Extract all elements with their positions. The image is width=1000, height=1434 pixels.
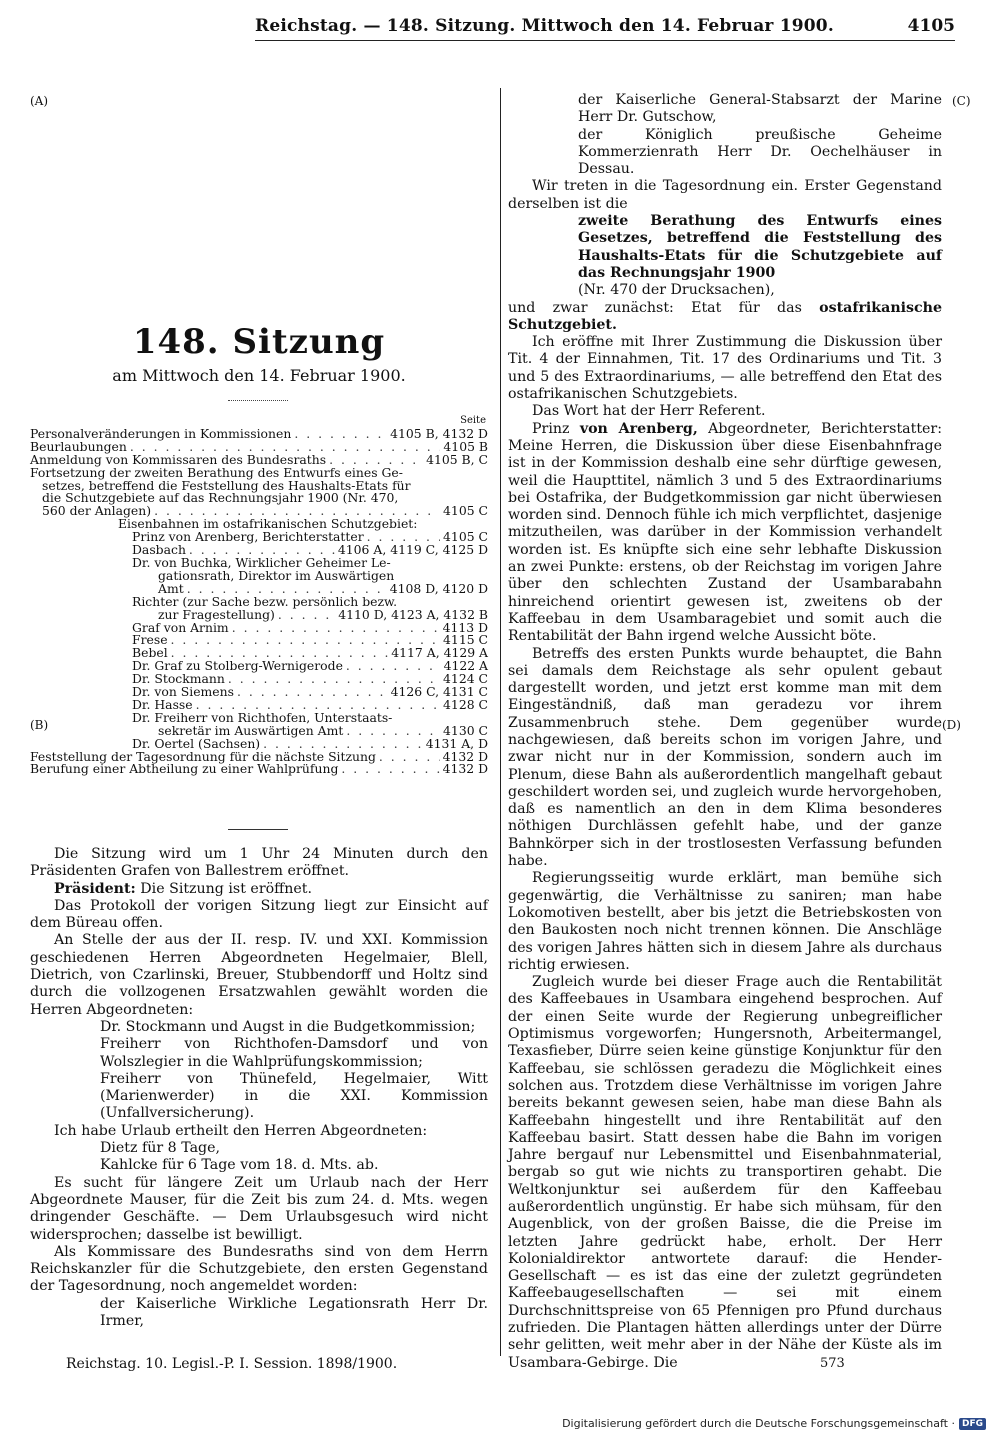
toc-entry-text: 560 der Anlagen) [42,503,152,519]
toc-rows [30,425,488,777]
paragraph-text: Regierungsseitig wurde erklärt, man bemühe sich gegenwärtig, die Verhältnisse zu saniren; man habe Lokomotiven bestellt, aber bis jetzt die Betriebskosten von den Baukosten noch nicht trennen können. Die Anschläge des vorigen Jahres hätten sich in diesem Jahre als durchaus richtig erwiesen. [508,870,942,973]
toc-entry-text: Eisenbahnen im ostafrikanischen Schutzgebiet: [118,516,418,532]
toc-page-ref: 4132 D [442,761,488,777]
paragraph-text: der Kaiserliche General-Stabsarzt der Marine Herr Dr. Gutschow, [578,92,942,126]
toc-row [30,763,488,776]
paragraph [30,1157,488,1174]
toc-entry-text: Dr. von Buchka, Wirklicher Geheimer Le- [132,554,391,570]
toc-page-ref: 4105 B [443,438,488,454]
toc-page-ref: 4122 A [443,658,488,674]
paragraph [508,300,942,335]
paragraph [30,1123,488,1140]
toc-entry-text: Fortsetzung der zweiten Berathung des Entwurfs eines Ge- [30,464,403,480]
divider-short [228,400,288,401]
paragraph-text: Betreffs des ersten Punkts wurde behauptet, die Bahn sei damals dem Reichstage als sehr opulent gebaut dargestellt worden, und jetzt erst komme man mit dem Eingeständniß, daß man geradezu vor ihrem Zusammenbruch stehe. Dem gegenüber wurde nachgewiesen, daß bereits schon im vorigen Jahre, und zwar nicht nur in der Kommission, sondern auch im Plenum, diese Bahn als außerordentlich mangelhaft gebaut geschildert worden sei, und zugleich wurde hervorgehoben, daß es namentlich an den in dem Klima besonderes nöthigen Durchlässen gefehlt habe, und der ganze Bahnkörper sich in der trostlosesten Verfassung befunden habe. [508,645,942,870]
toc-page-ref: 4105 C [443,529,488,545]
toc-page-ref: 4132 D [442,748,488,764]
speaker-label: Präsident: [54,880,136,897]
toc-page-ref: 4106 A, 4119 C, 4125 D [337,542,488,558]
paragraph [508,974,942,1372]
paragraph [508,127,942,179]
toc-entry-text: Berufung einer Abtheilung zu einer Wahlprüfung [30,761,339,777]
paragraph-text: Es sucht für längere Zeit um Urlaub nach der Herr Abgeordnete Mauser, für die Zeit bis zum 24. d. Mts. wegen dringender Geschäfte. — Dem Urlaubsgesuch wird nicht widersprochen; dasselbe ist bewilligt. [30,1174,488,1243]
paragraph-text: Das Protokoll der vorigen Sitzung liegt zur Einsicht auf dem Büreau offen. [30,897,488,932]
toc-row [30,660,488,673]
toc-entry-text: sekretär im Auswärtigen Amt [158,722,344,738]
paragraph-text: Abgeordneter, Berichterstatter: Meine Herren, die Diskussion über diese Eisenbahnfrage ist in der Kommission deshalb eine sehr dürftige gewesen, weil die Haupttitel, nämlich 3 und 5 des Extraordinariums bei Ostafrika, der Budgetkommission gar nicht überwiesen worden sind. Dennoch fühle ich mich verpflichtet, dasjenige mitzutheilen, was darüber in der Kommission verhandelt worden ist. Es knüpfte sich eine sehr lebhafte Diskussion an zwei Punkte: erstens, ob der Reichstag im vorigen Jahre über den schlechten Zustand der Usambarabahn hinreichend orientirt gewesen ist, zweitens ob der Kaffeebau in dem Usambaragebiet und somit auch die Rentabilität der Bahn irgend welche Aussicht böte. [508,420,942,645]
toc-page-ref: 4110 D, 4123 A, 4132 B [338,606,488,622]
toc-entry-text: Richter (zur Sache bezw. persönlich bezw. [132,593,398,609]
toc-page-ref: 4105 B, 4132 D [390,425,488,441]
paragraph [30,1296,488,1331]
right-column-body [508,92,942,1372]
paragraph-text: der Kaiserliche Wirkliche Legationsrath Herr Dr. Irmer, [100,1295,488,1330]
toc-entry-text: zur Fragestellung) [158,606,275,622]
toc-entry-text: Anmeldung von Kommissaren des Bundesraths [30,451,327,467]
toc-row [30,686,488,699]
paragraph-text: Kahlcke für 6 Tage vom 18. d. Mts. ab. [100,1157,379,1174]
toc-entry-text: Frese [132,632,168,648]
toc-page-ref: 4108 D, 4120 D [389,580,488,596]
paragraph [508,213,942,282]
paragraph-text: Als Kommissare des Bundesraths sind von dem Herrn Reichskanzler für die Schutzgebiete, den ersten Gegenstand der Tagesordnung, noch angemeldet worden: [30,1243,488,1295]
toc-page-ref: 4124 C [443,671,488,687]
footer-signature: 573 [820,1356,845,1371]
dfg-credit [562,1417,986,1430]
paragraph [508,92,942,127]
paragraph [30,898,488,933]
toc-page-ref: 4105 C [443,503,488,519]
paragraph-text: Wir treten in die Tagesordnung ein. Erster Gegenstand derselben ist die [508,178,942,212]
paragraph [30,1071,488,1123]
toc-row [30,606,488,622]
divider-after-toc [228,829,288,830]
toc-leader-dots [278,609,335,622]
dfg-credit-text: Digitalisierung gefördert durch die Deutsche Forschungsgemeinschaft · [562,1417,955,1430]
paragraph-text: Prinz [532,420,580,437]
paragraph-text: und zwar zunächst: Etat für das [508,299,820,316]
toc-page-ref: 4115 C [443,632,488,648]
paragraph [30,1175,488,1244]
toc-page-ref: 4117 A, 4129 A [391,645,488,661]
paragraph [508,403,942,420]
toc-page-ref: 4105 B, C [426,451,488,467]
paragraph-text: Das Wort hat der Herr Referent. [532,403,766,420]
paragraph [508,870,942,974]
toc-page-ref: 4130 C [443,722,488,738]
paragraph [508,178,942,213]
toc-entry-text: Personalveränderungen in Kommissionen [30,425,292,441]
paragraph-text: Die Sitzung wird um 1 Uhr 24 Minuten durch den Präsidenten Grafen von Ballestrem eröffnet. [30,846,488,880]
toc-entry-text: Bebel [132,645,168,661]
toc-entry-text: Dr. Stockmann [132,671,225,687]
paragraph-text: Freiherr von Richthofen-Damsdorf und von Wolszlegier in die Wahlprüfungskommission; [100,1036,488,1070]
toc-entry-text: gationsrath, Direktor im Auswärtigen [158,567,395,583]
paragraph [30,1140,488,1157]
toc-page-ref: 4128 C [443,696,488,712]
paragraph [508,421,942,646]
left-column-body [30,846,488,1330]
toc-entry-text: Dr. Graf zu Stolberg-Wernigerode [132,658,343,674]
paragraph [30,1019,488,1036]
paragraph [30,1244,488,1296]
paragraph-text: Ich eröffne mit Ihrer Zustimmung die Diskussion über Tit. 4 der Einnahmen, Tit. 17 des Ordinariums und Tit. 3 und 5 des Extraordinariums, — alle betreffend den Etat des ostafrikanischen Schutzgebiets. [508,334,942,403]
paragraph-text: Freiherr von Thünefeld, Hegelmaier, Witt (Marienwerder) in die XXI. Kommission (Unfallversicherung). [100,1070,488,1122]
page-number: 4105 [907,16,955,36]
paragraph [508,282,942,299]
speaker-name: von Arenberg, [579,420,698,437]
toc-entry-text: Graf von Arnim [132,619,229,635]
toc-leader-dots [237,686,388,699]
toc-seite-label: Seite [460,415,486,426]
toc-entry-text: Amt [158,580,184,596]
running-header-title: Reichstag. — 148. Sitzung. Mittwoch den 14. Februar 1900. [255,16,834,36]
margin-mark-c: (C) [952,94,971,108]
toc-row [30,619,488,635]
table-of-contents [30,415,488,776]
toc-leader-dots [379,751,440,764]
toc-leader-dots [341,763,439,776]
session-title: 148. Sitzung [132,322,386,362]
toc-entry-text: Prinz von Arenberg, Berichterstatter [132,529,364,545]
toc-page-ref: 4113 D [442,619,488,635]
paragraph [508,334,942,403]
paragraph-text: Zugleich wurde bei dieser Frage auch die Rentabilität des Kaffeebaues in Usambara eingehend besprochen. Auf der einen Seite wurde der Regierung unbegreiflicher Optimismus vorgeworfen; Hungersnoth, Arbeitermangel, Texasfieber, Dürre seien keine günstige Konjunktur für den Kaffeebau, sie schlössen geradezu die Möglichkeit eines solchen aus. Trotzdem diese Verhältnisse im vorigen Jahre bereits bekannt gewesen seien, habe man diese Bahn als Kaffeebahn hingestellt und ihre Rentabilität auf den Kaffeebau basirt. Statt dessen habe die Bahn im vorigen Jahre bergauf nur Lebensmittel und Eisenbahnmaterial, bergab so gut wie nichts zu transportiren gehabt. Die Weltkonjunktur sei außerdem für den Kaffeebau außerordentlich ungünstig. Er habe sich mühsam, für den Augenblick, von der großen Baisse, die die Preise im letzten Jahre gedrückt habe, erholt. Der Herr Kolonialdirektor antwortete darauf: die Hender-Gesellschaft — es ist das eine der zuletzt gegründeten Kaffeebaugesellschaften — sei mit einem Durchschnittspreise von 65 Pfennigen pro Pfund durchaus zufrieden. Die Plantagen hätten allerdings unter der Dürre sehr gelitten, weit mehr aber in der Nähe der Küste als im Usambara-Gebirge. Die [508,974,942,1371]
toc-leader-dots [232,622,440,635]
toc-page-ref: 4126 C, 4131 C [390,684,488,700]
toc-entry-text: Dr. Oertel (Sachsen) [132,735,261,751]
toc-entry-text: Beurlaubungen [30,438,127,454]
column-divider [500,88,501,1356]
toc-entry-text: Dasbach [132,542,186,558]
toc-entry-text: Dr. Hasse [132,696,193,712]
running-header [255,16,955,38]
paragraph [30,881,488,898]
dfg-logo: DFG [959,1418,986,1430]
header-rule [255,40,955,41]
toc-leader-dots [294,428,387,441]
margin-mark-b: (B) [30,718,49,732]
toc-entry-text: Dr. von Siemens [132,684,234,700]
agenda-item-title: ostafrikanische Schutzgebiet. [508,299,942,333]
paragraph-text: An Stelle der aus der II. resp. IV. und XXI. Kommission geschiedenen Herren Abgeordneten Hegelmaier, Blell, Dietrich, von Czarlinski, Breuer, Stubbendorff und Holtz sind durch die vollzogenen Ersatzwahlen gewählt worden die Herren Abgeordneten: [30,932,488,1018]
margin-mark-a: (A) [30,94,49,108]
toc-entry-text: Dr. Freiherr von Richthofen, Unterstaats- [132,709,393,725]
paragraph [508,646,942,871]
toc-leader-dots [346,660,441,673]
paragraph [30,846,488,881]
paragraph-text: der Königlich preußische Geheime Kommerzienrath Herr Dr. Oechelhäuser in Dessau. [578,126,942,178]
paragraph-text: Die Sitzung ist eröffnet. [135,880,312,897]
toc-entry-text: setzes, betreffend die Feststellung des Haushalts-Etats für [42,477,411,493]
paragraph-text: Ich habe Urlaub ertheilt den Herren Abgeordneten: [54,1122,428,1139]
toc-entry-text: Feststellung der Tagesordnung für die nächste Sitzung [30,748,376,764]
paragraph [30,1036,488,1071]
paragraph-text: zweite Berathung des Entwurfs eines Gesetzes, betreffend die Feststellung des Haushalts-Etats für die Schutzgebiete auf das Rechnungsjahr 1900 [578,213,942,281]
paragraph-text: (Nr. 470 der Drucksachen), [578,282,775,299]
paragraph-text: Dietz für 8 Tage, [100,1140,221,1157]
session-date: am Mittwoch den 14. Februar 1900. [112,366,406,385]
margin-mark-d: (D) [942,718,961,732]
toc-page-ref: 4131 A, D [425,735,488,751]
toc-entry-text: die Schutzgebiete auf das Rechnungsjahr 1900 (Nr. 470, [42,490,399,506]
footer-imprint: Reichstag. 10. Legisl.-P. I. Session. 1898/1900. [66,1356,398,1372]
paragraph [30,932,488,1018]
paragraph-text: Dr. Stockmann und Augst in die Budgetkommission; [100,1018,476,1035]
